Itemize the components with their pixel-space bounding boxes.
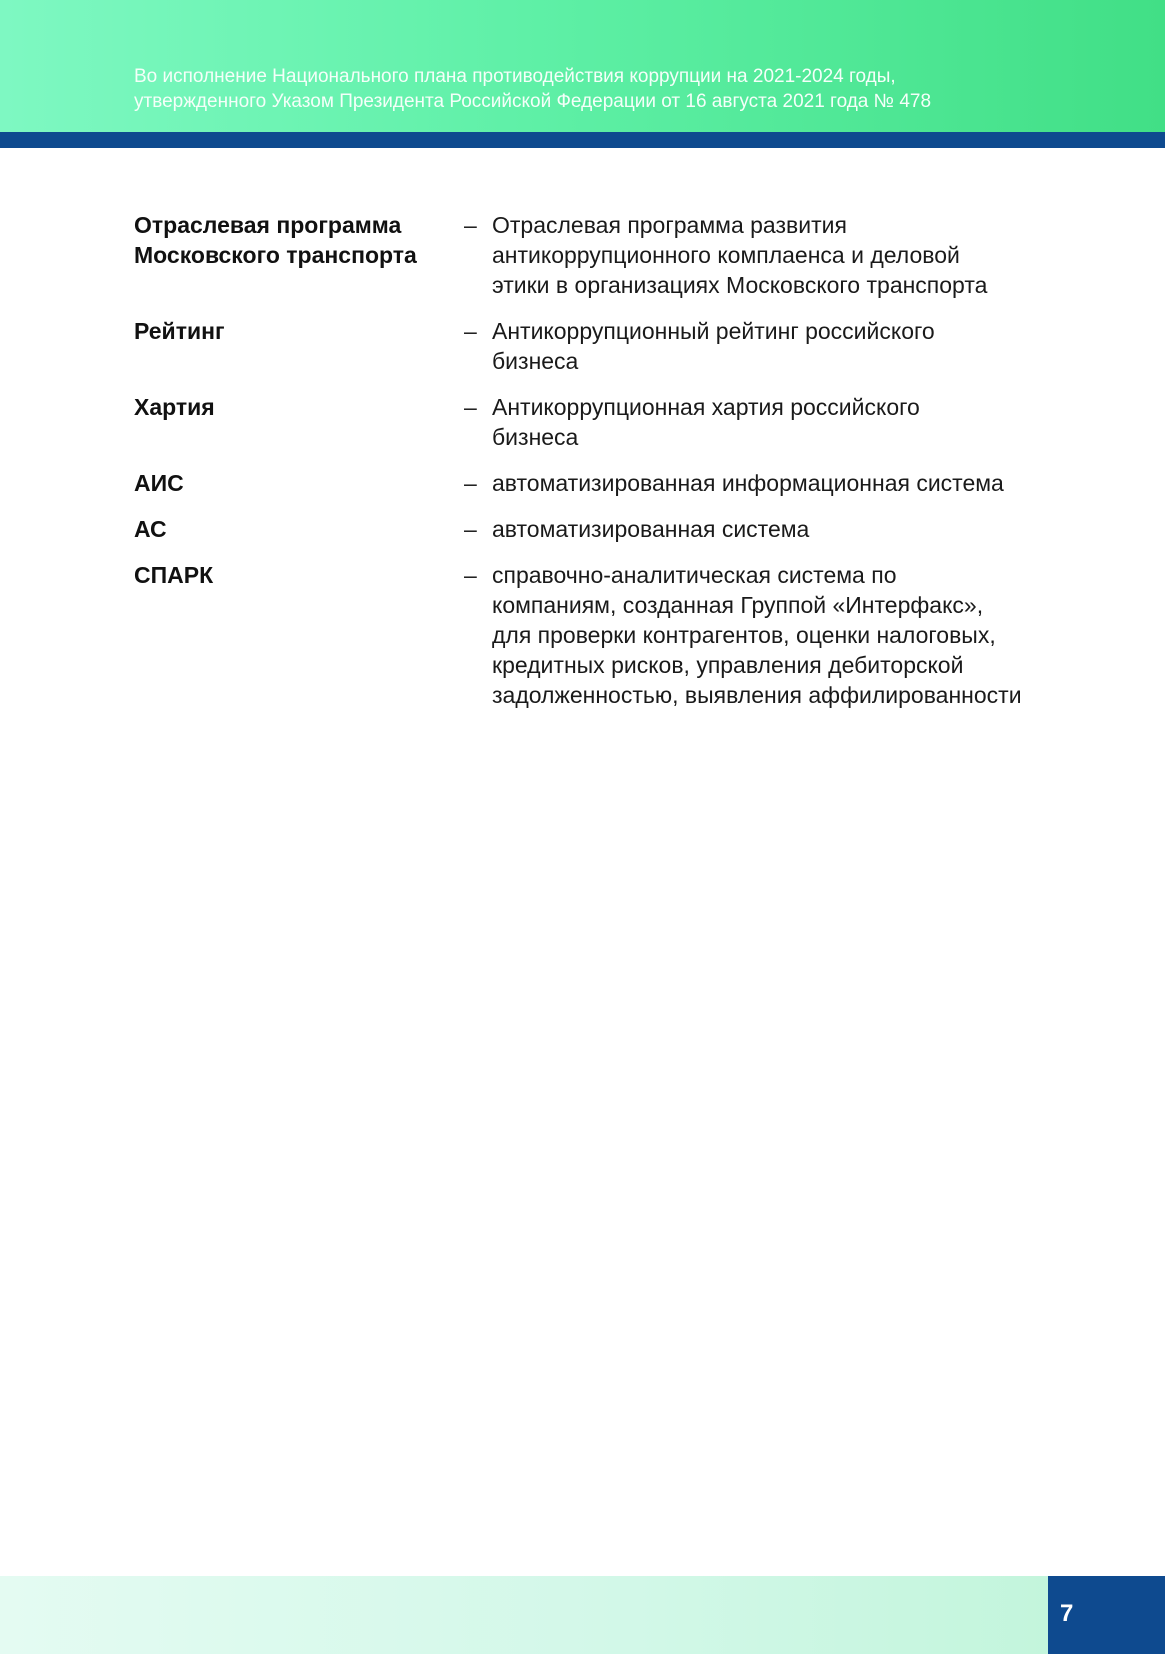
- term-line: СПАРК: [134, 562, 214, 588]
- glossary-dash: –: [464, 562, 477, 588]
- definition-line: Отраслевая программа развития: [492, 212, 847, 238]
- header-caption-line: Во исполнение Национального плана противодействия коррупции на 2021-2024 годы,: [134, 66, 896, 87]
- definition-line: бизнеса: [492, 424, 579, 450]
- glossary-term: [134, 560, 464, 710]
- definition-line: компаниям, созданная Группой «Интерфакс»,: [492, 592, 984, 618]
- definition-line: автоматизированная информационная система: [492, 470, 1004, 496]
- term-line: Отраслевая программа: [134, 212, 402, 238]
- term-line: АС: [134, 516, 167, 542]
- header-caption: [134, 64, 1094, 114]
- glossary-term: [134, 392, 464, 452]
- glossary-definition: [492, 468, 1094, 498]
- glossary-dash: –: [464, 470, 477, 496]
- page-number-box: [1048, 1576, 1165, 1654]
- glossary-term: [134, 468, 464, 498]
- glossary-dash: –: [464, 318, 477, 344]
- glossary-term: [134, 210, 464, 300]
- definition-line: Антикоррупционная хартия российского: [492, 394, 920, 420]
- glossary-definition: [492, 514, 1094, 544]
- glossary-entry: [134, 316, 1094, 376]
- definition-line: автоматизированная система: [492, 516, 810, 542]
- glossary-entry: [134, 210, 1094, 300]
- page-number: 7: [1060, 1600, 1074, 1627]
- glossary-term: [134, 316, 464, 376]
- page-header: [0, 0, 1165, 132]
- page-footer-band: [0, 1576, 1048, 1654]
- glossary-entry: [134, 468, 1094, 498]
- definition-line: бизнеса: [492, 348, 579, 374]
- glossary-dash: –: [464, 516, 477, 542]
- definition-line: антикоррупционного комплаенса и деловой: [492, 242, 960, 268]
- definition-line: кредитных рисков, управления дебиторской: [492, 652, 964, 678]
- term-line: АИС: [134, 470, 184, 496]
- definition-line: справочно-аналитическая система по: [492, 562, 897, 588]
- glossary-dash: –: [464, 212, 477, 238]
- abbreviations-list: [134, 210, 1094, 726]
- glossary-definition: [492, 560, 1094, 710]
- header-divider: [0, 132, 1165, 148]
- definition-line: задолженностью, выявления аффилированности: [492, 682, 1022, 708]
- definition-line: этики в организациях Московского транспорта: [492, 272, 988, 298]
- term-line: Хартия: [134, 394, 215, 420]
- glossary-entry: [134, 514, 1094, 544]
- glossary-term: [134, 514, 464, 544]
- glossary-definition: [492, 392, 1094, 452]
- glossary-dash: –: [464, 394, 477, 420]
- term-line: Рейтинг: [134, 318, 225, 344]
- definition-line: для проверки контрагентов, оценки налоговых,: [492, 622, 996, 648]
- glossary-definition: [492, 210, 1094, 300]
- glossary-entry: [134, 392, 1094, 452]
- definition-line: Антикоррупционный рейтинг российского: [492, 318, 935, 344]
- term-line: Московского транспорта: [134, 242, 417, 268]
- header-caption-line: утвержденного Указом Президента Российской Федерации от 16 августа 2021 года № 478: [134, 91, 932, 112]
- glossary-definition: [492, 316, 1094, 376]
- glossary-entry: [134, 560, 1094, 710]
